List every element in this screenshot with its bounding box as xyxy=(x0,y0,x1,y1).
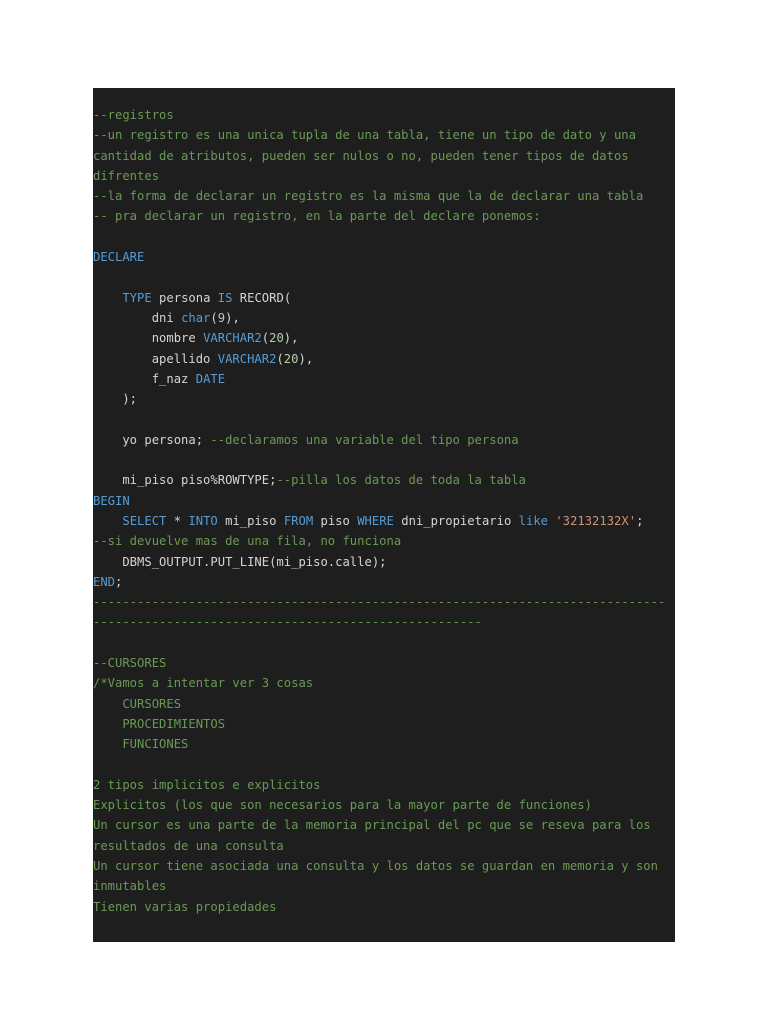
code-line xyxy=(93,491,675,511)
code-token: /*Vamos a intentar ver 3 cosas xyxy=(93,676,314,691)
code-line xyxy=(93,531,675,551)
code-token: ; xyxy=(636,513,644,528)
code-line xyxy=(93,815,675,835)
code-token: INTO xyxy=(188,513,218,528)
code-token: * xyxy=(166,513,189,528)
code-token: mi_piso piso%ROWTYPE; xyxy=(93,473,277,488)
code-token: -- pra declarar un registro, en la parte del declare ponemos: xyxy=(93,209,541,224)
code-token: mi_piso xyxy=(217,513,284,528)
code-token: FUNCIONES xyxy=(93,737,189,752)
code-line xyxy=(93,186,675,206)
code-line xyxy=(93,349,675,369)
code-line xyxy=(93,430,675,450)
code-token: --pilla los datos de toda la tabla xyxy=(276,473,526,488)
code-token: 20 xyxy=(283,351,299,366)
code-line xyxy=(93,714,675,734)
code-token: DECLARE xyxy=(93,250,145,265)
code-token: PROCEDIMIENTOS xyxy=(93,716,226,731)
code-token: IS xyxy=(217,290,233,305)
code-line xyxy=(93,775,675,795)
code-token: resultados de una consulta xyxy=(93,838,284,853)
code-line xyxy=(93,897,675,917)
code-line xyxy=(93,856,675,876)
code-token: ( xyxy=(261,331,270,346)
code-line xyxy=(93,653,675,673)
code-token: ----------------------------------------------------- xyxy=(93,615,482,630)
code-token: --CURSORES xyxy=(93,656,167,671)
code-token: 9 xyxy=(217,310,226,325)
code-line xyxy=(93,328,675,348)
code-token: VARCHAR2 xyxy=(217,351,277,366)
code-line xyxy=(93,755,675,775)
code-line xyxy=(93,166,675,186)
code-token: --la forma de declarar un registro es la misma que la de declarar una tabla xyxy=(93,189,644,204)
code-token: DBMS_OUTPUT.PUT_LINE(mi_piso.calle); xyxy=(93,554,387,569)
code-token: WHERE xyxy=(357,513,394,528)
code-line xyxy=(93,795,675,815)
code-line xyxy=(93,836,675,856)
code-token: 2 tipos implicitos e explicitos xyxy=(93,777,321,792)
code-token: ), xyxy=(225,310,240,325)
code-block xyxy=(93,88,675,942)
code-token: ); xyxy=(93,392,138,407)
code-token: RECORD( xyxy=(232,290,292,305)
code-line xyxy=(93,125,675,145)
code-token: '32132132X' xyxy=(555,513,637,528)
code-token: --un registro es una unica tupla de una tabla, tiene un tipo de dato y una xyxy=(93,128,636,143)
code-token: dni xyxy=(93,310,182,325)
code-token: like xyxy=(518,513,548,528)
code-token: DATE xyxy=(195,371,226,386)
code-token: BEGIN xyxy=(93,493,130,508)
code-line xyxy=(93,247,675,267)
code-token: --declaramos una variable del tipo persona xyxy=(210,432,519,447)
code-token: piso xyxy=(313,513,358,528)
code-line xyxy=(93,876,675,896)
code-token: dni_propietario xyxy=(393,513,519,528)
code-token xyxy=(93,291,122,305)
code-line xyxy=(93,409,675,429)
code-token: --registros xyxy=(93,108,174,122)
code-token: ; xyxy=(115,574,123,589)
code-token: Un cursor es una parte de la memoria principal del pc que se reseva para los xyxy=(93,818,651,833)
code-token: nombre xyxy=(93,331,204,346)
code-line xyxy=(93,450,675,470)
code-line xyxy=(93,612,675,632)
code-line xyxy=(93,227,675,247)
code-token: cantidad de atributos, pueden ser nulos o no, pueden tener tipos de datos xyxy=(93,148,629,163)
code-line xyxy=(93,105,675,125)
code-token xyxy=(93,514,122,528)
code-token: VARCHAR2 xyxy=(203,331,262,346)
code-line xyxy=(93,389,675,409)
code-line xyxy=(93,511,675,531)
code-line xyxy=(93,146,675,166)
code-line xyxy=(93,552,675,572)
code-token: 20 xyxy=(269,331,284,346)
code-line xyxy=(93,734,675,754)
code-token: END xyxy=(93,574,116,589)
code-token: f_naz xyxy=(93,371,196,386)
code-line xyxy=(93,470,675,490)
code-token: ( xyxy=(276,351,284,366)
code-line xyxy=(93,206,675,226)
code-line xyxy=(93,308,675,328)
code-text xyxy=(93,105,675,917)
code-line xyxy=(93,288,675,308)
code-token: Tienen varias propiedades xyxy=(93,899,277,914)
code-token: inmutables xyxy=(93,879,167,894)
code-line xyxy=(93,694,675,714)
code-token: Explicitos (los que son necesarios para la mayor parte de funciones) xyxy=(93,798,592,813)
code-token: apellido xyxy=(93,351,218,366)
code-token: SELECT xyxy=(122,513,167,528)
code-token: --si devuelve mas de una fila, no funciona xyxy=(93,534,402,549)
code-line xyxy=(93,673,675,693)
code-token: difrentes xyxy=(93,168,160,183)
code-token: Un cursor tiene asociada una consulta y los datos se guardan en memoria y son xyxy=(93,858,658,873)
code-token: FROM xyxy=(283,513,314,528)
code-line xyxy=(93,267,675,287)
code-line xyxy=(93,369,675,389)
code-token: CURSORES xyxy=(93,696,182,711)
code-token: ), xyxy=(283,331,299,346)
code-token: ( xyxy=(210,310,218,325)
code-line xyxy=(93,572,675,592)
code-token: persona xyxy=(151,290,218,305)
code-token: char xyxy=(181,310,211,325)
code-token: ------------------------------------------------------------------------------ xyxy=(93,595,666,610)
code-line xyxy=(93,633,675,653)
code-token: TYPE xyxy=(122,290,152,305)
code-line xyxy=(93,592,675,612)
code-token: yo persona; xyxy=(93,432,211,447)
code-token: ), xyxy=(298,351,314,366)
